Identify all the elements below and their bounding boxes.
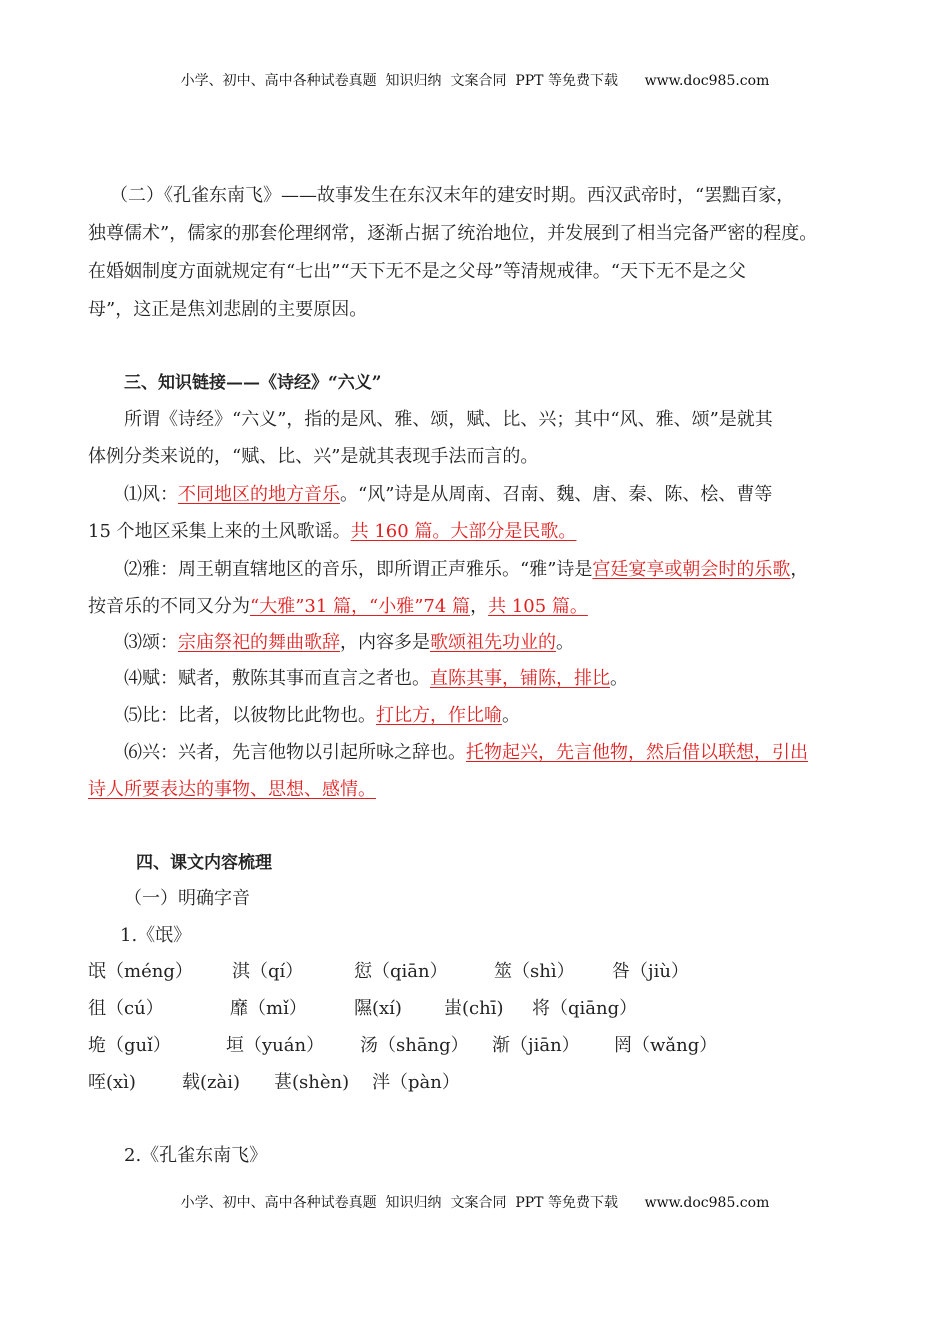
pinyin-word: 愆（qiān） xyxy=(354,961,448,982)
pinyin-word: 淇（qí） xyxy=(232,961,304,982)
pinyin-row-2 xyxy=(88,994,637,1020)
ya-line-1 xyxy=(124,555,808,581)
fu-text: ⑷赋：赋者，敷陈其事而直言之者也。 xyxy=(124,668,430,689)
sec3-para-2: 体例分类来说的，“赋、比、兴”是就其表现手法而言的。 xyxy=(88,446,539,467)
pinyin-word: 筮（shì） xyxy=(494,961,575,982)
bi-text: ⑸比：比者，以彼物比此物也。 xyxy=(124,705,376,726)
page-header: 小学、初中、高中各种试卷真题 知识归纳 文案合同 PPT 等免费下载 www.doc985.com xyxy=(180,73,770,89)
ya-comma: ， xyxy=(790,559,809,580)
pinyin-word: 渐（jiān） xyxy=(492,1035,580,1056)
pinyin-word: 氓（méng） xyxy=(88,961,193,982)
feng-label: ⑴风： xyxy=(124,484,178,505)
section-3-title: 三、知识链接——《诗经》“六义” xyxy=(124,373,382,393)
feng-text-2: 15 个地区采集上来的土风歌谣。 xyxy=(88,521,351,542)
song-label: ⑶颂： xyxy=(124,632,178,653)
page-footer: 小学、初中、高中各种试卷真题 知识归纳 文案合同 PPT 等免费下载 www.doc985.com xyxy=(180,1195,770,1211)
pinyin-row-1 xyxy=(88,957,689,983)
song-highlight-1: 宗庙祭祀的舞曲歌辞 xyxy=(178,632,340,653)
song-line xyxy=(124,628,574,654)
pinyin-word: 载(zài) xyxy=(182,1072,241,1093)
feng-highlight-1: 不同地区的地方音乐 xyxy=(178,484,340,505)
bi-end: 。 xyxy=(502,705,520,726)
item-2-title: 2.《孔雀东南飞》 xyxy=(124,1145,268,1166)
pinyin-word: 垝（guǐ） xyxy=(88,1035,171,1056)
xing-text: ⑹兴：兴者，先言他物以引起所咏之辞也。 xyxy=(124,742,466,763)
sec2-line-1: （二）《孔雀东南飞》——故事发生在东汉末年的建安时期。西汉武帝时，“罢黜百家， xyxy=(110,185,795,206)
pinyin-word: 蚩(chī) xyxy=(444,998,504,1019)
song-text: ，内容多是 xyxy=(340,632,430,653)
sec3-para-1: 所谓《诗经》“六义”，指的是风、雅、颂，赋、比、兴；其中“风、雅、颂”是就其 xyxy=(124,409,773,430)
pinyin-word: 汤（shāng） xyxy=(360,1035,469,1056)
fu-highlight: 直陈其事，铺陈，排比 xyxy=(430,668,610,689)
bi-line xyxy=(124,701,520,727)
ya-highlight-2: “大雅”31 篇，“小雅”74 篇 xyxy=(250,596,471,617)
pinyin-word: 咎（jiù） xyxy=(612,961,689,982)
pinyin-word: 将（qiāng） xyxy=(532,998,638,1019)
pinyin-word: 徂（cú） xyxy=(88,998,164,1019)
pinyin-row-4 xyxy=(88,1068,460,1094)
xing-line-2 xyxy=(88,775,376,801)
item-1-title: 1.《氓》 xyxy=(120,925,192,946)
xing-line-1 xyxy=(124,738,808,764)
pinyin-word: 咥(xì) xyxy=(88,1072,136,1093)
pinyin-word: 垣（yuán） xyxy=(226,1035,325,1056)
ya-text-2: 按音乐的不同又分为 xyxy=(88,596,250,617)
pinyin-word: 罔（wǎng） xyxy=(614,1035,718,1056)
sec2-line-2: 独尊儒术”，儒家的那套伦理纲常，逐渐占据了统治地位，并发展到了相当完备严密的程度。 xyxy=(88,223,818,244)
ya-line-2 xyxy=(88,592,588,618)
pinyin-word: 葚(shèn) xyxy=(274,1072,350,1093)
ya-highlight-3: 共 105 篇。 xyxy=(488,596,588,617)
feng-highlight-2: 共 160 篇。大部分是民歌。 xyxy=(350,521,577,542)
sec2-line-3: 在婚姻制度方面就规定有“七出”“天下无不是之父母”等清规戒律。“天下无不是之父 xyxy=(88,261,747,282)
fu-line xyxy=(124,664,628,690)
pinyin-word: 泮（pàn） xyxy=(372,1072,460,1093)
feng-text: 。“风”诗是从周南、召南、魏、唐、秦、陈、桧、曹等 xyxy=(340,484,773,505)
xing-highlight-2: 诗人所要表达的事物、思想、感情。 xyxy=(88,779,376,800)
pinyin-word: 隰(xí) xyxy=(354,998,402,1019)
fu-end: 。 xyxy=(610,668,628,689)
section-4-title: 四、课文内容梳理 xyxy=(136,853,272,873)
bi-highlight: 打比方，作比喻 xyxy=(376,705,502,726)
feng-line-2 xyxy=(88,517,576,543)
xing-highlight-1: 托物起兴，先言他物，然后借以联想，引出 xyxy=(466,742,808,763)
ya-comma-2: ， xyxy=(470,596,489,617)
feng-line-1 xyxy=(124,480,772,506)
sec2-line-4: 母”，这正是焦刘悲剧的主要原因。 xyxy=(88,299,368,320)
pinyin-row-3 xyxy=(88,1031,717,1057)
song-end: 。 xyxy=(556,632,574,653)
ya-text: ⑵雅：周王朝直辖地区的音乐，即所谓正声雅乐。“雅”诗是 xyxy=(124,559,593,580)
pinyin-word: 靡（mǐ） xyxy=(230,998,307,1019)
sub-heading-pronunciation: （一）明确字音 xyxy=(124,888,250,909)
ya-highlight-1: 宫廷宴享或朝会时的乐歌 xyxy=(592,559,791,580)
song-highlight-2: 歌颂祖先功业的 xyxy=(430,632,556,653)
